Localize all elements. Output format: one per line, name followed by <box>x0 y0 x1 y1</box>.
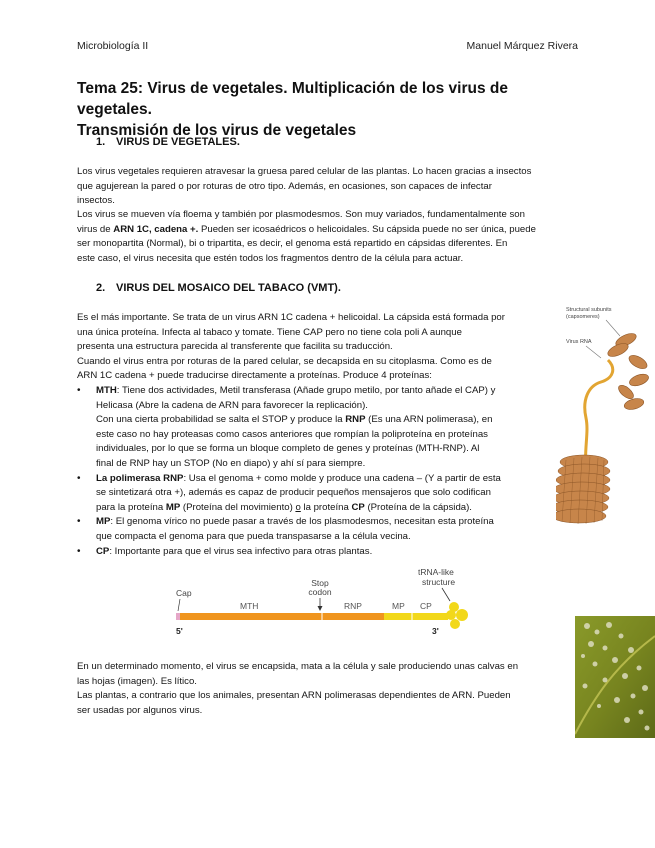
section-2-paragraph-2 <box>77 660 577 718</box>
text-line: Cuando el virus entra por roturas de la pared celular, se decapsida en su citoplasma. Como es de <box>77 355 492 367</box>
text-span: (Es una ARN polimerasa), en <box>365 414 493 426</box>
section-2-title: VIRUS DEL MOSAICO DEL TABACO (VMT). <box>116 282 341 294</box>
capsomere <box>623 397 645 412</box>
list-item-cp <box>77 545 555 560</box>
text-span: para la proteína <box>96 501 166 513</box>
text-line: Helicasa (Abre la cadena de ARN para favorecer la replicación). <box>96 399 368 411</box>
trna-like-structure <box>436 602 468 629</box>
underlined-word: o <box>295 501 301 513</box>
text-line <box>96 384 555 399</box>
segment-label-rnp: RNP <box>344 601 362 611</box>
text-line <box>96 545 555 560</box>
section-1-paragraph-2 <box>77 208 577 266</box>
tmv-virion-figure <box>556 300 655 530</box>
text-line: individuales, por lo que se forma un bloque completo de genes y proteínas (MTH-RNP). Al <box>96 443 480 455</box>
stop-codon-label-2: codon <box>308 587 332 597</box>
text-line: insectos. <box>77 195 115 207</box>
mth-segment <box>180 613 322 620</box>
cap-label: Cap <box>176 588 192 598</box>
text-line: Es el más importante. Se trata de un virus ARN 1C cadena + helicoidal. La cápsida está formada por <box>77 312 505 323</box>
text-line: final de RNP hay un STOP (No en diapo) y ahí sí para siempre. <box>96 457 366 469</box>
bold-term: CP <box>351 501 365 513</box>
text-line: una única proteína. Infecta al tabaco y tomate. Tiene CAP pero no tiene cola poli A aunque <box>77 326 462 338</box>
infected-leaf-photo <box>575 616 655 738</box>
header-course: Microbiología II <box>77 40 149 52</box>
text-line: ser monopartita (Normal), bi o tripartita, es decir, el genoma está repartido en cápsidas diferentes. En <box>77 238 508 250</box>
list-item-mp <box>77 515 555 544</box>
mp-segment <box>384 613 412 620</box>
text-line: En un determinado momento, el virus se encapsida, mata a la célula y sale produciendo unas calvas en <box>77 661 519 672</box>
list-item-rnp <box>77 472 555 516</box>
text-span: (Proteína del movimiento) <box>180 501 296 513</box>
bold-term: MP <box>165 501 181 513</box>
protein-list <box>77 384 555 559</box>
cp-segment <box>412 613 436 620</box>
segment-label-mp: MP <box>392 601 405 611</box>
bold-term: RNP <box>345 414 366 426</box>
bold-term: CP <box>96 545 110 557</box>
text-span: : Usa el genoma + como molde y produce una cadena – (Y a partir de esta <box>183 472 501 484</box>
bold-term: MTH <box>96 385 117 396</box>
text-span: : Importante para que el virus sea infectivo para otras plantas. <box>109 545 373 557</box>
segment-label-mth: MTH <box>240 601 259 611</box>
text-span: : Tiene dos actividades, Metil transferasa (Añade grupo metilo, por tanto añade el CAP) y <box>116 385 496 396</box>
text-span: virus de <box>77 223 114 235</box>
text-span: (Proteína de la cápsida). <box>364 501 472 513</box>
text-line <box>96 515 555 530</box>
text-span: Pueden ser icosaédricos o helicoidales. Su cápsida puede no ser única, puede <box>198 223 536 235</box>
stop-codon-label-1: Stop <box>311 578 329 588</box>
list-item-mth <box>77 384 555 472</box>
tmv-genome-diagram <box>170 565 490 645</box>
title-line-2: Transmisión de los virus de vegetales <box>77 122 357 139</box>
header-author: Manuel Márquez Rivera <box>466 40 578 52</box>
rnp-segment <box>322 613 384 620</box>
section-1-title: VIRUS DE VEGETALES. <box>116 136 240 148</box>
text-line <box>96 472 555 487</box>
bold-term: La polimerasa RNP <box>96 472 184 484</box>
bullet-icon: • <box>77 472 81 484</box>
text-line: las hojas (imagen). Es lítico. <box>77 675 197 687</box>
bold-term: MP <box>96 516 111 528</box>
text-line <box>96 413 555 428</box>
bullet-icon: • <box>77 545 81 557</box>
text-line: que compacta el genoma para que pueda transpasarse a la célula vecina. <box>96 530 411 542</box>
trna-label-1: tRNA-like <box>418 567 454 577</box>
text-line: se sintetizará otra +), además es capaz de producir pequeños mensajeros que solo codifican <box>96 487 491 499</box>
capsomere <box>627 353 649 372</box>
cap-segment <box>176 613 180 620</box>
text-span: Con una cierta probabilidad se salta el STOP y produce la <box>96 414 346 426</box>
text-line: Las plantas, a contrario que los animales, presentan ARN polimerasas dependientes de ARN. Pueden <box>77 690 511 702</box>
bullet-icon: • <box>77 385 81 396</box>
text-line: ARN 1C cadena + puede traducirse directamente a proteínas. Produce 4 proteínas: <box>77 370 432 382</box>
bold-term: ARN 1C, cadena +. <box>113 223 199 235</box>
capsomere <box>628 372 650 388</box>
title-line-1: Tema 25: Virus de vegetales. Multiplicación de los virus de vegetales. <box>77 80 508 118</box>
subunits-label-2: (capsomeres) <box>566 314 600 320</box>
section-1-paragraph-1 <box>77 165 577 209</box>
subunits-label-1: Structural subunits <box>566 307 612 313</box>
section-2-paragraph-1 <box>77 311 555 384</box>
section-1-number: 1. <box>96 136 106 148</box>
trna-label-2: structure <box>422 577 456 587</box>
section-2-heading <box>96 282 341 294</box>
segment-label-cp: CP <box>420 601 432 611</box>
text-line: este caso no hay proteasas como casos anteriores que rompían la poliproteína en proteínas <box>96 428 488 440</box>
three-prime-label: 3' <box>432 626 439 636</box>
leaf-surface <box>575 616 655 738</box>
text-line: Los virus vegetales requieren atravesar la gruesa pared celular de las plantas. Lo hacen gracias a insectos <box>77 166 532 177</box>
text-line <box>96 501 555 516</box>
text-span: : El genoma vírico no puede pasar a través de los plasmodesmos, necesitan esta proteína <box>110 516 494 528</box>
bullet-icon: • <box>77 516 81 528</box>
section-1-heading <box>96 136 240 148</box>
text-line: presenta una estructura parecida al transferente que facilita su traducción. <box>77 341 393 353</box>
text-line: este caso, el virus necesita que estén todos los fragmentos dentro de la célula para actuar. <box>77 252 464 264</box>
text-line: ser usadas por algunos virus. <box>77 704 203 716</box>
page-title <box>77 78 577 141</box>
text-line <box>77 223 577 238</box>
section-2-number: 2. <box>96 282 106 294</box>
rna-pointer <box>586 346 601 358</box>
cap-pointer <box>178 599 180 611</box>
trna-pointer <box>442 588 450 601</box>
text-line: que agujerean la pared o por roturas de otro tipo. Además, en ocasiones, son capaces de infectar <box>77 180 492 192</box>
arrow-head-icon <box>318 606 323 611</box>
text-line: Los virus se mueven vía floema y también por plasmodesmos. Son muy variados, fundamentalmente son <box>77 209 525 220</box>
rna-strand <box>585 360 613 468</box>
capsid-ring <box>556 509 606 523</box>
five-prime-label: 5' <box>176 626 183 636</box>
rna-label: Virus RNA <box>566 339 592 345</box>
subunits-pointer <box>606 320 620 336</box>
text-span: la proteína <box>300 501 352 513</box>
